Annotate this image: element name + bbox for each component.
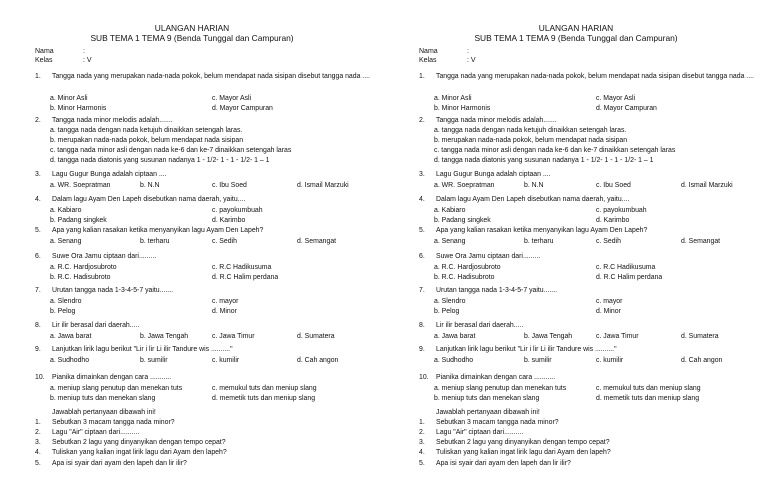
nama-row (35, 47, 85, 56)
question-text: Tangga nada minor melodis adalah....... (436, 117, 557, 124)
question-number: 9. (419, 346, 425, 353)
option-c: c. memukul tuts dan meniup slang (212, 385, 317, 392)
question-number: 7. (35, 287, 41, 294)
option-d: d. Cah angon (681, 357, 723, 364)
question-3 (35, 170, 380, 180)
question-number: 10. (35, 374, 45, 381)
option-b: b. sumilir (140, 357, 168, 364)
option-b: b. Minor Harmonis (434, 105, 491, 112)
option-d: d. Sumatera (297, 333, 335, 340)
option-b: b. meniup tuts dan menekan slang (50, 395, 156, 402)
kelas-value: : V (467, 57, 476, 64)
question-9 (35, 345, 380, 355)
question-5 (35, 226, 380, 236)
question-1 (419, 72, 764, 82)
option-b: b. N.N (140, 182, 160, 189)
option-a: a. Jawa barat (50, 333, 92, 340)
option-a: a. meniup slang penutup dan menekan tuts (50, 385, 183, 392)
option-b: b. merupakan nada-nada pokok, belum mendapat nada sisipan (50, 137, 244, 144)
option-a: a. Jawa barat (434, 333, 476, 340)
question-10 (35, 373, 380, 383)
option-a: a. Kabiaro (434, 207, 466, 214)
kelas-row (419, 56, 476, 65)
exam-subtitle: SUB TEMA 1 TEMA 9 (Benda Tunggal dan Campuran) (90, 33, 294, 43)
option-c: c. Mayor Asli (212, 95, 252, 102)
question-number: 6. (35, 253, 41, 260)
option-a: a. Minor Asli (50, 95, 88, 102)
nama-label: Nama (35, 48, 54, 55)
question-7 (35, 286, 380, 296)
question-8 (419, 321, 764, 331)
option-d: d. Semangat (297, 238, 337, 245)
question-text: Apa yang kalian rasakan ketika menyanyikan lagu Ayam Den Lapeh? (436, 227, 648, 234)
question-number: 8. (419, 322, 425, 329)
exam-page-right (384, 0, 768, 501)
essay-item: 3. Sebutkan 2 lagu yang dinyanyikan dengan tempo cepat? (419, 439, 610, 446)
question-4 (419, 195, 764, 205)
option-b: b. merupakan nada-nada pokok, belum mendapat nada sisipan (434, 137, 628, 144)
essay-item: 4. Tuliskan yang kalian ingat lirik lagu dari Ayam den lapeh? (419, 449, 611, 456)
question-text: Tangga nada minor melodis adalah....... (52, 117, 173, 124)
option-b: b. R.C. Hadisubroto (50, 274, 111, 281)
option-c: c. mayor (596, 298, 623, 305)
option-d: d. Mayor Campuran (212, 105, 273, 112)
option-c: c. Ibu Soed (596, 182, 631, 189)
option-c: c. Sedih (212, 238, 237, 245)
option-c: c. Mayor Asli (596, 95, 636, 102)
option-d: d. Minor (212, 308, 237, 315)
question-text: Urutan tangga nada 1-3-4-5-7 yaitu....... (436, 287, 558, 294)
question-text: Lanjutkan lirik lagu berikut "Lir i lir Li ilir Tandure wis .........." (52, 346, 233, 353)
essay-item: 5. Apa isi syair dari ayam den lapeh dan lir ilir? (35, 460, 187, 467)
essay-item: 4. Tuliskan yang kalian ingat lirik lagu dari Ayam den lapeh? (35, 449, 227, 456)
option-c: c. R.C Hadikusuma (596, 264, 656, 271)
option-b: b. Jawa Tengah (140, 333, 189, 340)
option-d: d. Ismail Marzuki (297, 182, 349, 189)
question-number: 7. (419, 287, 425, 294)
option-d: d. memetik tuts dan meniup slang (596, 395, 700, 402)
option-a: a. tangga nada dengan nada ketujuh dinaikkan setengah laras. (50, 127, 243, 134)
option-b: b. Padang singkek (434, 217, 491, 224)
question-4 (35, 195, 380, 205)
option-a: a. WR. Soepratman (50, 182, 111, 189)
option-a: a. R.C. Hardjosubroto (50, 264, 117, 271)
question-text: Suwe Ora Jamu ciptaan dari......... (436, 253, 541, 260)
question-number: 2. (35, 117, 41, 124)
question-text: Lir ilir berasal dari daerah..... (436, 322, 524, 329)
question-text: Pianika dimainkan dengan cara ........... (52, 374, 172, 381)
exam-title: ULANGAN HARIAN (538, 23, 614, 33)
question-8 (35, 321, 380, 331)
option-c: c. Jawa Timur (596, 333, 639, 340)
essay-heading: Jawablah pertanyaan dibawah ini! (436, 409, 540, 416)
question-text: Apa yang kalian rasakan ketika menyanyikan lagu Ayam Den Lapeh? (52, 227, 264, 234)
option-d: d. R.C Halim perdana (596, 274, 663, 281)
question-3 (419, 170, 764, 180)
question-text: Tangga nada yang merupakan nada-nada pokok, belum mendapat nada sisipan disebut tangga nada .... (52, 73, 370, 80)
option-d: d. Cah angon (297, 357, 339, 364)
option-c: c. Jawa Timur (212, 333, 255, 340)
question-text: Lagu Gugur Bunga adalah ciptaan .... (52, 171, 167, 178)
option-b: b. terharu (140, 238, 170, 245)
question-10 (419, 373, 764, 383)
option-a: a. meniup slang penutup dan menekan tuts (434, 385, 567, 392)
question-text: Lir ilir berasal dari daerah..... (52, 322, 140, 329)
question-text: Urutan tangga nada 1-3-4-5-7 yaitu....... (52, 287, 174, 294)
option-b: b. N.N (524, 182, 544, 189)
option-c: c. payokumbuah (596, 207, 647, 214)
option-d: d. Ismail Marzuki (681, 182, 733, 189)
option-b: b. Pelog (434, 308, 460, 315)
option-d: d. R.C Halim perdana (212, 274, 279, 281)
option-b: b. Padang singkek (50, 217, 107, 224)
question-text: Pianika dimainkan dengan cara ........... (436, 374, 556, 381)
question-number: 4. (419, 196, 425, 203)
option-d: d. Semangat (681, 238, 721, 245)
kelas-row (35, 56, 92, 65)
essay-item: 5. Apa isi syair dari ayam den lapeh dan lir ilir? (419, 460, 571, 467)
question-number: 3. (419, 171, 425, 178)
question-number: 5. (35, 227, 41, 234)
question-number: 9. (35, 346, 41, 353)
option-b: b. terharu (524, 238, 554, 245)
kelas-value: : V (83, 57, 92, 64)
question-number: 1. (35, 73, 41, 80)
essay-item: 3. Sebutkan 2 lagu yang dinyanyikan dengan tempo cepat? (35, 439, 226, 446)
option-a: a. Minor Asli (434, 95, 472, 102)
option-b: b. meniup tuts dan menekan slang (434, 395, 540, 402)
essay-item: 1. Sebutkan 3 macam tangga nada minor? (419, 419, 559, 426)
option-a: a. Sudhodho (434, 357, 474, 364)
question-number: 1. (419, 73, 425, 80)
option-d: d. Sumatera (681, 333, 719, 340)
option-a: a. Kabiaro (50, 207, 82, 214)
option-c: c. payokumbuah (212, 207, 263, 214)
question-text: Lagu Gugur Bunga adalah ciptaan .... (436, 171, 551, 178)
nama-value: : (467, 48, 469, 55)
option-d: d. Minor (596, 308, 621, 315)
option-a: a. WR. Soepratman (434, 182, 495, 189)
kelas-label: Kelas (35, 57, 53, 64)
option-c: c. tangga nada minor asli dengan nada ke-6 dan ke-7 dinaikkan setengah laras (434, 147, 676, 154)
option-a: a. Senang (50, 238, 82, 245)
option-c: c. kumilir (596, 357, 624, 364)
option-a: a. Slendro (50, 298, 82, 305)
option-d: d. Karimbo (596, 217, 630, 224)
question-number: 6. (419, 253, 425, 260)
essay-item: 1. Sebutkan 3 macam tangga nada minor? (35, 419, 175, 426)
question-text: Dalam lagu Ayam Den Lapeh disebutkan nama daerah, yaitu.... (436, 196, 630, 203)
question-text: Lanjutkan lirik lagu berikut "Lir i lir Li ilir Tandure wis .........." (436, 346, 617, 353)
option-c: c. mayor (212, 298, 239, 305)
question-6 (419, 252, 764, 262)
question-text: Tangga nada yang merupakan nada-nada pokok, belum mendapat nada sisipan disebut tangga nada .... (436, 73, 754, 80)
option-a: a. tangga nada dengan nada ketujuh dinaikkan setengah laras. (434, 127, 627, 134)
option-d: d. Karimbo (212, 217, 246, 224)
question-number: 3. (35, 171, 41, 178)
option-a: a. Slendro (434, 298, 466, 305)
nama-label: Nama (419, 48, 438, 55)
exam-subtitle: SUB TEMA 1 TEMA 9 (Benda Tunggal dan Campuran) (474, 33, 678, 43)
kelas-label: Kelas (419, 57, 437, 64)
nama-row (419, 47, 469, 56)
essay-item: 2. Lagu "Air" ciptaan dari.......... (419, 429, 524, 436)
option-b: b. R.C. Hadisubroto (434, 274, 495, 281)
question-1 (35, 72, 380, 82)
option-a: a. Sudhodho (50, 357, 90, 364)
nama-value: : (83, 48, 85, 55)
option-b: b. Minor Harmonis (50, 105, 107, 112)
essay-heading: Jawablah pertanyaan dibawah ini! (52, 409, 156, 416)
question-text: Suwe Ora Jamu ciptaan dari......... (52, 253, 157, 260)
option-c: c. Ibu Soed (212, 182, 247, 189)
question-number: 5. (419, 227, 425, 234)
question-2 (35, 116, 380, 126)
question-number: 8. (35, 322, 41, 329)
option-a: a. R.C. Hardjosubroto (434, 264, 501, 271)
option-d: d. memetik tuts dan meniup slang (212, 395, 316, 402)
question-text: Dalam lagu Ayam Den Lapeh disebutkan nama daerah, yaitu.... (52, 196, 246, 203)
essay-item: 2. Lagu "Air" ciptaan dari.......... (35, 429, 140, 436)
option-c: c. kumilir (212, 357, 240, 364)
option-d: d. tangga nada diatonis yang susunan nadanya 1 - 1/2- 1 - 1 - 1/2- 1 – 1 (434, 157, 654, 164)
question-7 (419, 286, 764, 296)
question-number: 4. (35, 196, 41, 203)
exam-title: ULANGAN HARIAN (154, 23, 230, 33)
option-b: b. Jawa Tengah (524, 333, 573, 340)
option-c: c. R.C Hadikusuma (212, 264, 272, 271)
option-c: c. memukul tuts dan meniup slang (596, 385, 701, 392)
question-5 (419, 226, 764, 236)
option-b: b. sumilir (524, 357, 552, 364)
option-a: a. Senang (434, 238, 466, 245)
option-b: b. Pelog (50, 308, 76, 315)
option-c: c. tangga nada minor asli dengan nada ke-6 dan ke-7 dinaikkan setengah laras (50, 147, 292, 154)
option-d: d. Mayor Campuran (596, 105, 657, 112)
question-9 (419, 345, 764, 355)
question-2 (419, 116, 764, 126)
option-d: d. tangga nada diatonis yang susunan nadanya 1 - 1/2- 1 - 1 - 1/2- 1 – 1 (50, 157, 270, 164)
option-c: c. Sedih (596, 238, 621, 245)
question-number: 10. (419, 374, 429, 381)
question-6 (35, 252, 380, 262)
question-number: 2. (419, 117, 425, 124)
